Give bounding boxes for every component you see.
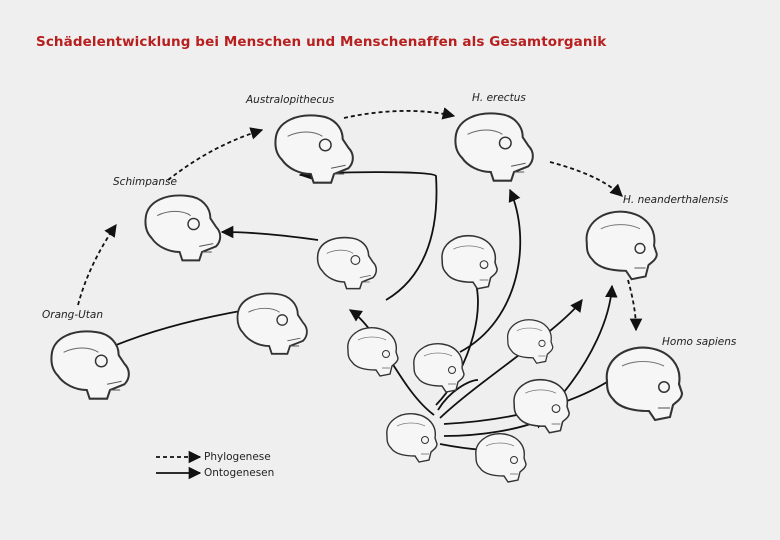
arrow-erectus-to-neanderthal <box>550 162 622 196</box>
skull-juvenile-orang <box>238 294 307 354</box>
label-chimp: Schimpanse <box>113 176 177 188</box>
skull-juvenile-chimp <box>318 238 377 289</box>
diagram-title: Schädelentwicklung bei Menschen und Menschenaffen als Gesamtorganik <box>36 34 607 50</box>
skull-chimp <box>145 195 220 260</box>
arrow-australopithecus-to-erectus <box>344 111 454 118</box>
skull-infant-b <box>414 344 464 392</box>
arrow-juvenile-to-australopithecus <box>300 172 437 300</box>
arrow-juvenile-to-chimp <box>222 232 318 240</box>
legend <box>156 457 200 473</box>
label-erectus: H. erectus <box>472 92 526 104</box>
skull-sapiens-juvenile <box>514 380 569 433</box>
skull-neanderthal <box>587 212 657 280</box>
skull-infant-a <box>348 328 398 376</box>
arrow-neanderthal-to-sapiens <box>628 280 636 330</box>
skull-sapiens-infant <box>476 434 526 482</box>
label-australopithecus: Australopithecus <box>246 94 335 106</box>
label-sapiens: Homo sapiens <box>662 336 737 348</box>
legend-ontogeny-label: Ontogenesen <box>204 467 275 479</box>
arrow-chimp-to-australopithecus <box>168 130 262 180</box>
arrow-orang-to-chimp <box>78 225 116 305</box>
label-orang: Orang-Utan <box>42 309 104 321</box>
legend-phylogeny-label: Phylogenese <box>204 451 271 463</box>
skull-erectus-juvenile <box>508 320 553 363</box>
arrow-sapiens-juvenile-to-neanderthal <box>564 286 612 392</box>
label-neanderthal: H. neanderthalensis <box>623 194 729 206</box>
skull-erectus <box>455 113 532 180</box>
skull-juvenile-australopithecus <box>442 236 497 289</box>
skull-fetal <box>387 414 437 462</box>
skull-orang <box>51 331 128 398</box>
skull-sapiens <box>607 348 682 420</box>
arrow-juvenile-to-orang <box>104 310 246 350</box>
